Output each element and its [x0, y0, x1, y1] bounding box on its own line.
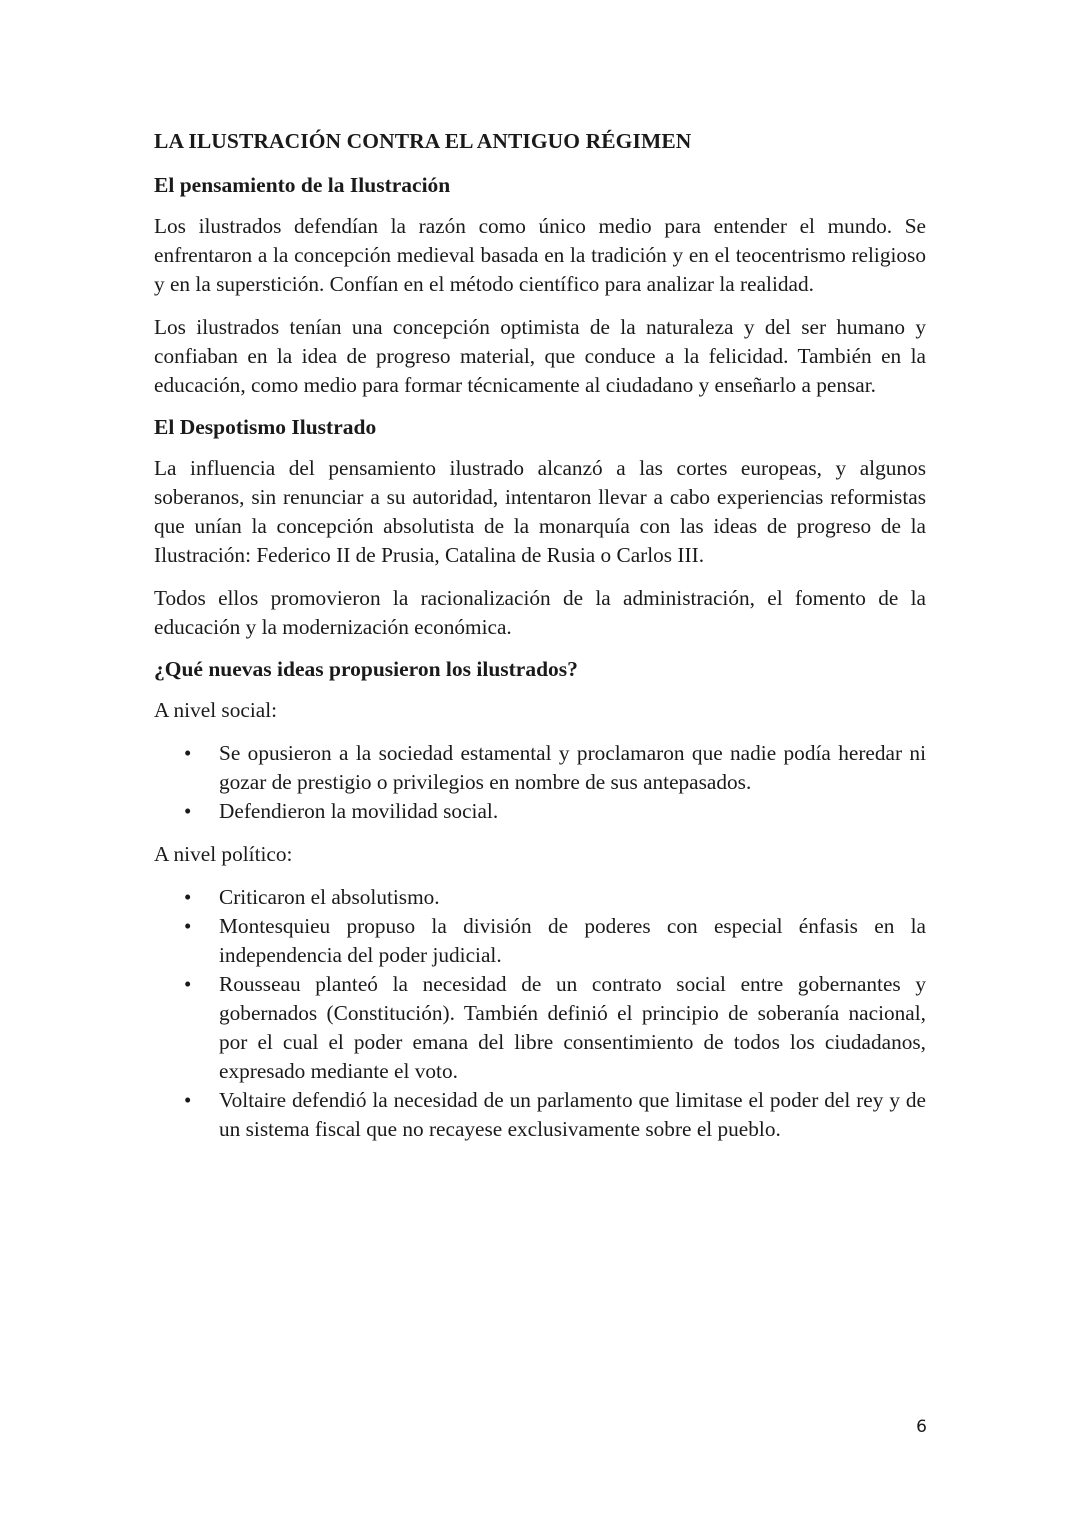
bullet-icon: •: [184, 1088, 192, 1112]
section-heading-nuevas-ideas: ¿Qué nuevas ideas propusieron los ilustrados?: [154, 657, 578, 681]
paragraph: Los ilustrados defendían la razón como único medio para entender el mundo. Se enfrentaron a la concepción medieval basada en la tradición y en el teocentrismo religioso y en la superstición. Confían en el método científico para analizar la realidad.: [154, 214, 926, 296]
list-item: [154, 912, 926, 970]
group-label-politico: A nivel político:: [154, 842, 293, 866]
paragraph: Los ilustrados tenían una concepción optimista de la naturaleza y del ser humano y confiaban en la idea de progreso material, que conduce a la felicidad. También en la educación, como medio para formar técnicamente al ciudadano y enseñarlo a pensar.: [154, 315, 926, 397]
bullet-icon: •: [184, 799, 192, 823]
list-item-text: Montesquieu propuso la división de poderes con especial énfasis en la independencia del poder judicial.: [219, 914, 926, 967]
section-heading-despotismo: El Despotismo Ilustrado: [154, 415, 377, 439]
paragraph: La influencia del pensamiento ilustrado alcanzó a las cortes europeas, y algunos soberanos, sin renunciar a su autoridad, intentaron llevar a cabo experiencias reformistas que unían la concepción absolutista de la monarquía con las ideas de progreso de la Ilustración: Federico II de Prusia, Catalina de Rusia o Carlos III.: [154, 456, 926, 567]
bullet-icon: •: [184, 885, 192, 909]
document-title: LA ILUSTRACIÓN CONTRA EL ANTIGUO RÉGIMEN: [154, 129, 692, 153]
list-item-text: Voltaire defendió la necesidad de un parlamento que limitase el poder del rey y de un sistema fiscal que no recayese exclusivamente sobre el pueblo.: [219, 1088, 926, 1141]
bullet-list-social: [154, 739, 926, 826]
list-item-text: Se opusieron a la sociedad estamental y proclamaron que nadie podía heredar ni gozar de prestigio o privilegios en nombre de sus antepasados.: [219, 741, 926, 794]
list-item: [154, 739, 926, 797]
list-item: [154, 797, 926, 826]
list-item-text: Defendieron la movilidad social.: [219, 799, 499, 823]
paragraph: Todos ellos promovieron la racionalización de la administración, el fomento de la educación y la modernización económica.: [154, 586, 926, 639]
document-page: [154, 126, 926, 1158]
page-number: 6: [916, 1417, 927, 1437]
bullet-icon: •: [184, 741, 192, 765]
section-heading-pensamiento: El pensamiento de la Ilustración: [154, 173, 451, 197]
list-item: [154, 970, 926, 1086]
group-label-social: A nivel social:: [154, 698, 278, 722]
bullet-icon: •: [184, 914, 192, 938]
list-item-text: Criticaron el absolutismo.: [219, 885, 440, 909]
list-item: [154, 1086, 926, 1144]
list-item: [154, 883, 926, 912]
bullet-icon: •: [184, 972, 192, 996]
bullet-list-politico: [154, 883, 926, 1144]
list-item-text: Rousseau planteó la necesidad de un contrato social entre gobernantes y gobernados (Constitución). También definió el principio de soberanía nacional, por el cual el poder emana del libre consentimiento de todos los ciudadanos, expresado mediante el voto.: [219, 972, 926, 1083]
